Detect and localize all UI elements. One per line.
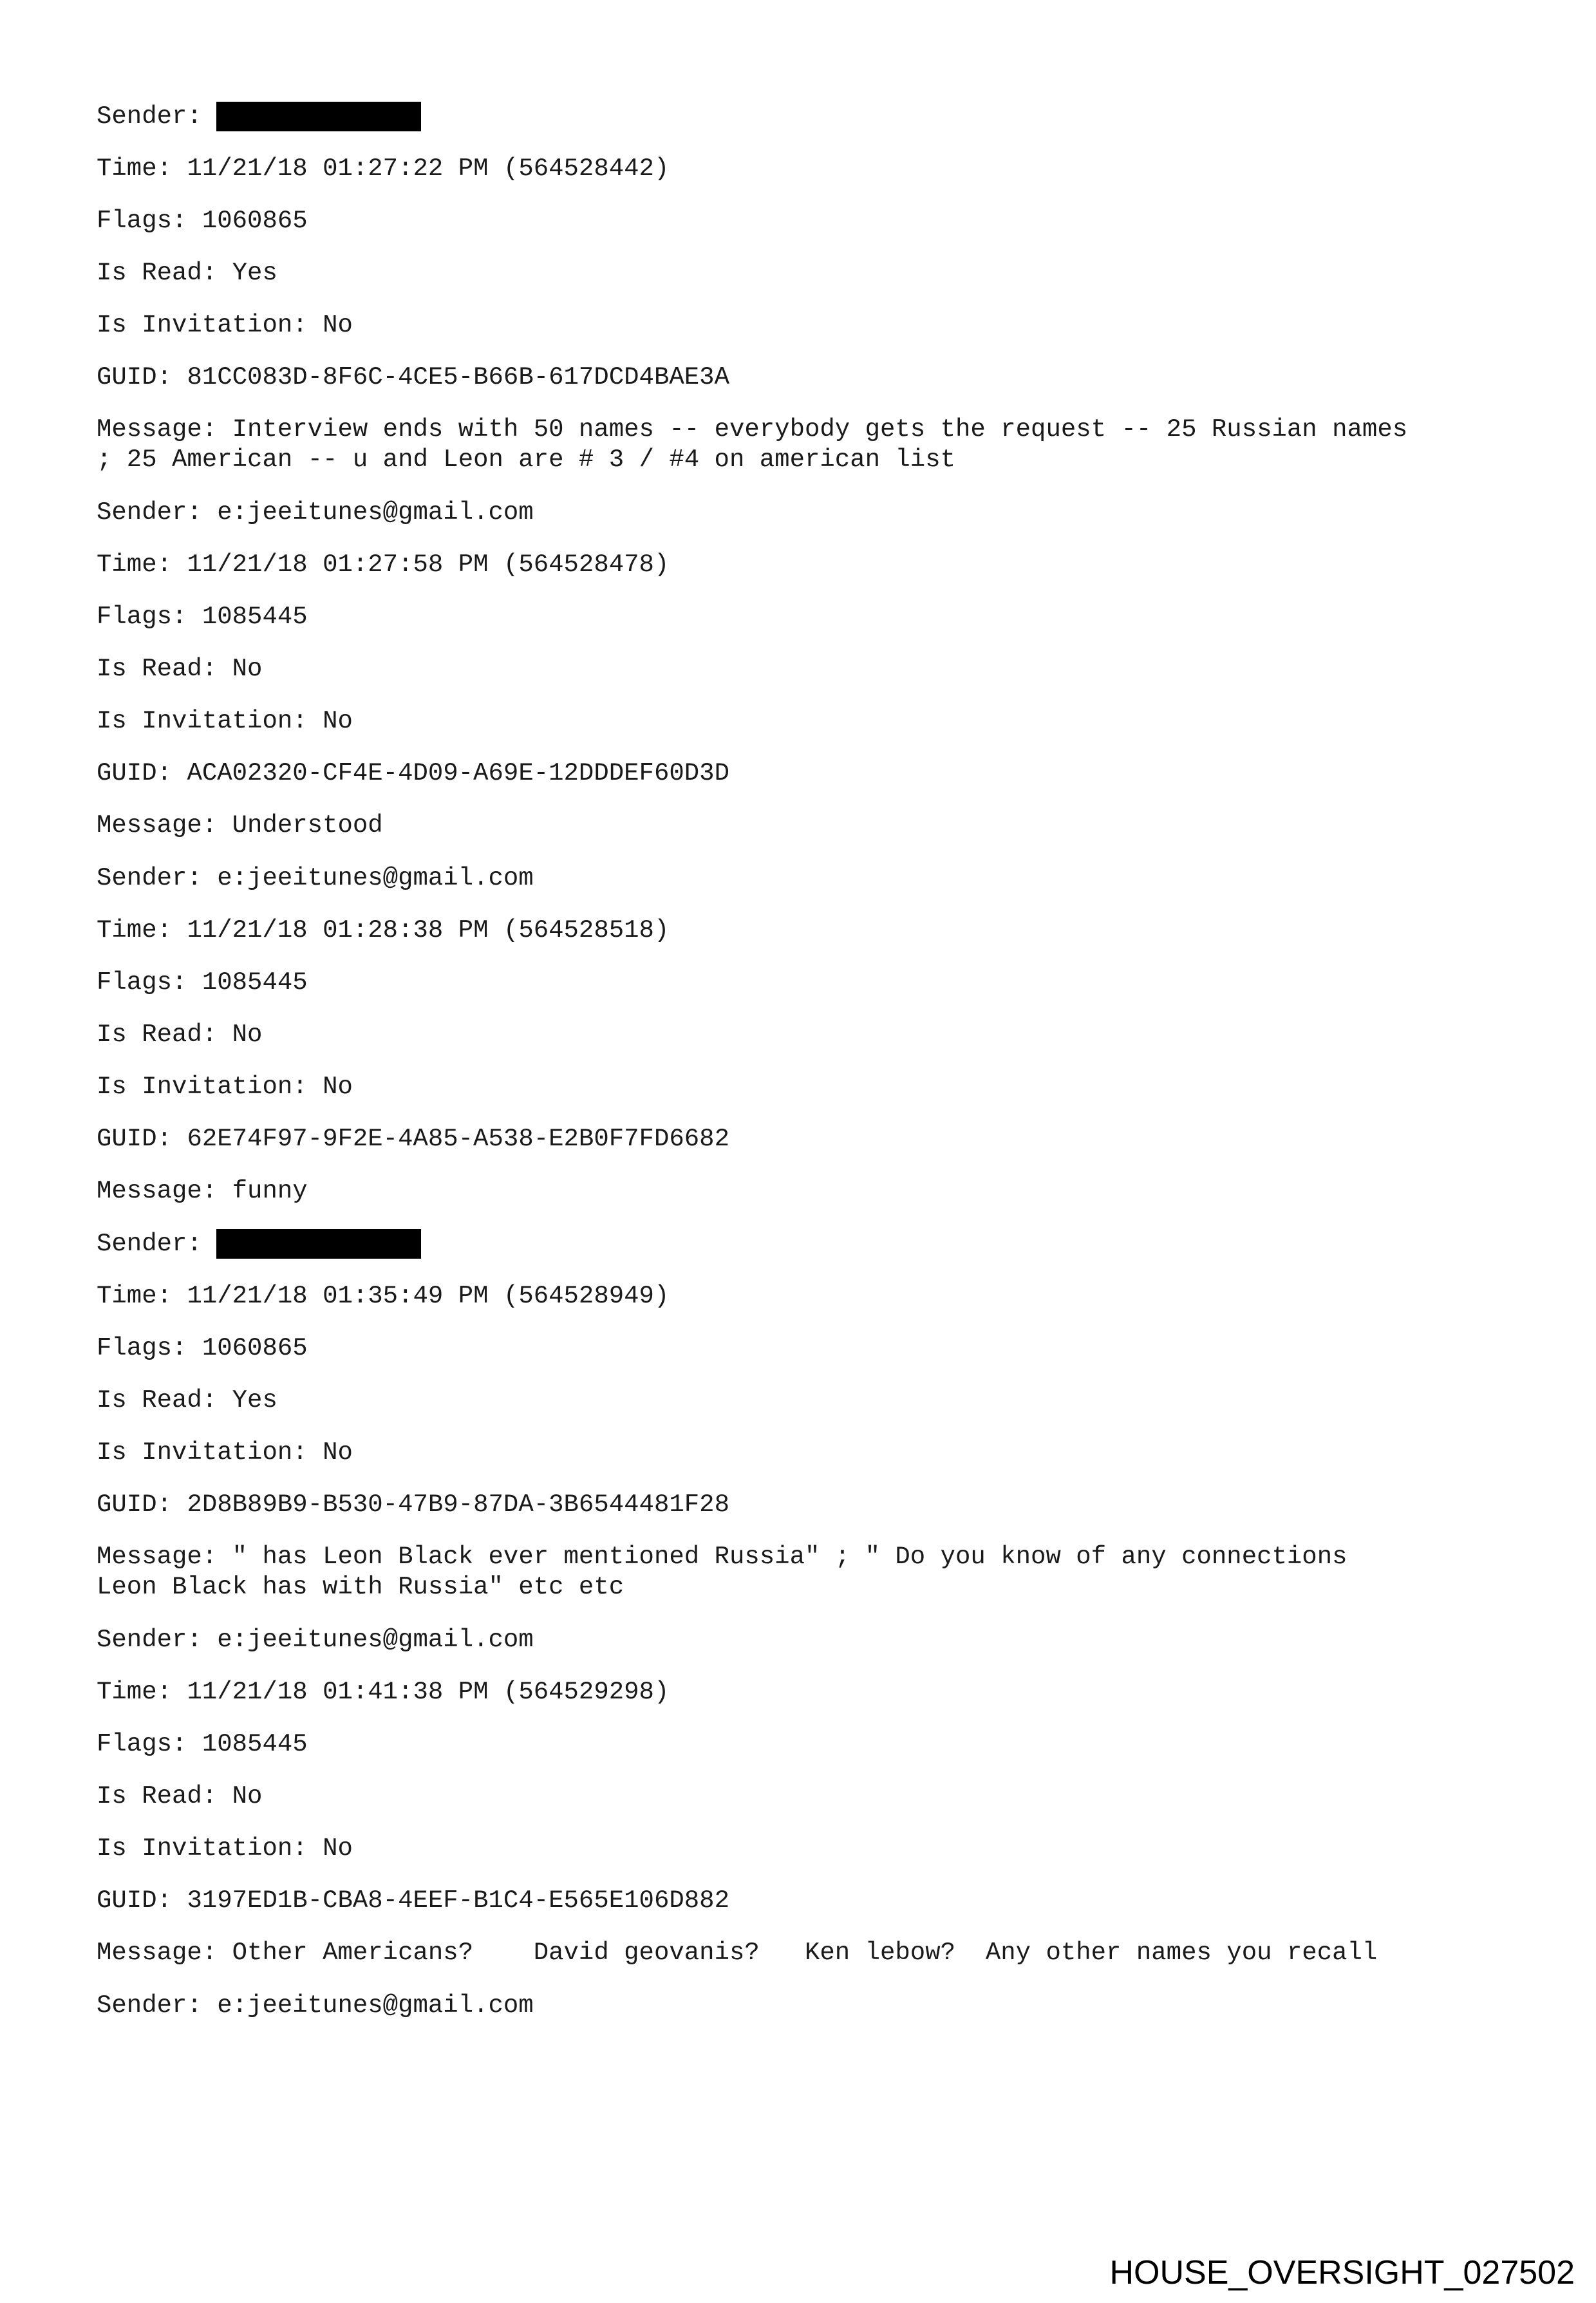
sender-value: e:jeeitunes@gmail.com [217,1991,534,2020]
guid-label: GUID: [97,1125,173,1153]
guid-line [97,758,1513,788]
time-value: 11/21/18 01:27:22 PM (564528442) [187,155,670,183]
flags-label: Flags: [97,603,187,631]
time-line [97,916,1513,945]
time-value: 11/21/18 01:27:58 PM (564528478) [187,550,670,579]
sender-line [97,863,1513,893]
guid-value: 81CC083D-8F6C-4CE5-B66B-617DCD4BAE3A [187,363,729,391]
is-invitation-value: No [323,1073,353,1101]
time-label: Time: [97,550,173,579]
sender-label: Sender: [97,864,202,892]
message-label: Message: [97,811,218,840]
sender-value: e:jeeitunes@gmail.com [217,498,534,527]
guid-label: GUID: [97,759,173,787]
message-text: Interview ends with 50 names -- everybody gets the request -- 25 Russian names ; 25 American -- u and Leon are # 3 / #4 on american list [97,415,1408,474]
is-read-value: Yes [232,259,277,287]
sender-value: e:jeeitunes@gmail.com [217,1626,534,1654]
message-text: Other Americans? David geovanis? Ken lebow? Any other names you recall [232,1939,1378,1967]
is-read-line [97,1386,1513,1415]
message-record [97,1625,1513,1968]
is-invitation-line [97,1438,1513,1467]
flags-value: 1060865 [202,1334,308,1362]
time-line [97,1677,1513,1707]
message-label: Message: [97,1177,218,1205]
flags-label: Flags: [97,1730,187,1758]
is-read-value: No [232,1782,263,1810]
is-invitation-line [97,310,1513,340]
sender-label: Sender: [97,498,202,527]
flags-line [97,1333,1513,1363]
flags-value: 1060865 [202,207,308,235]
message-text: " has Leon Black ever mentioned Russia" ; " Do you know of any connections Leon Black has with Russia" etc etc [97,1543,1347,1601]
is-invitation-line [97,1834,1513,1863]
flags-line [97,206,1513,236]
is-read-value: No [232,655,263,683]
time-value: 11/21/18 01:28:38 PM (564528518) [187,916,670,945]
is-read-value: No [232,1020,263,1049]
message-record [97,1991,1513,2020]
flags-line [97,968,1513,997]
message-line [97,811,1513,841]
guid-value: ACA02320-CF4E-4D09-A69E-12DDDEF60D3D [187,759,729,787]
is-read-line [97,1781,1513,1811]
is-read-line [97,1020,1513,1049]
is-invitation-label: Is Invitation: [97,1073,308,1101]
sender-line [97,1229,1513,1259]
time-label: Time: [97,155,173,183]
guid-line [97,1886,1513,1915]
is-read-label: Is Read: [97,1020,218,1049]
time-value: 11/21/18 01:35:49 PM (564528949) [187,1282,670,1310]
time-label: Time: [97,916,173,945]
time-label: Time: [97,1678,173,1706]
guid-label: GUID: [97,1490,173,1519]
is-invitation-label: Is Invitation: [97,311,308,339]
redaction-box [216,1229,421,1259]
message-record [97,102,1513,475]
message-line [97,1176,1513,1207]
message-record [97,498,1513,841]
sender-label: Sender: [97,102,202,131]
guid-value: 3197ED1B-CBA8-4EEF-B1C4-E565E106D882 [187,1886,729,1915]
guid-value: 2D8B89B9-B530-47B9-87DA-3B6544481F28 [187,1490,729,1519]
time-value: 11/21/18 01:41:38 PM (564529298) [187,1678,670,1706]
is-read-label: Is Read: [97,655,218,683]
message-record [97,1229,1513,1603]
is-invitation-line [97,706,1513,736]
is-invitation-label: Is Invitation: [97,1834,308,1863]
is-invitation-label: Is Invitation: [97,707,308,735]
message-label: Message: [97,415,218,444]
guid-line [97,1124,1513,1154]
is-read-line [97,258,1513,288]
time-line [97,550,1513,579]
is-invitation-value: No [323,707,353,735]
message-label: Message: [97,1543,218,1571]
guid-line [97,1490,1513,1519]
flags-label: Flags: [97,1334,187,1362]
sender-label: Sender: [97,1991,202,2020]
message-label: Message: [97,1939,218,1967]
time-label: Time: [97,1282,173,1310]
message-record [97,863,1513,1207]
flags-label: Flags: [97,968,187,997]
flags-label: Flags: [97,207,187,235]
sender-label: Sender: [97,1230,202,1258]
message-log [97,102,1513,2043]
guid-label: GUID: [97,1886,173,1915]
message-line [97,1542,1513,1603]
is-read-label: Is Read: [97,259,218,287]
flags-line [97,602,1513,632]
is-invitation-label: Is Invitation: [97,1438,308,1467]
is-invitation-line [97,1072,1513,1102]
guid-value: 62E74F97-9F2E-4A85-A538-E2B0F7FD6682 [187,1125,729,1153]
sender-line [97,1991,1513,2020]
flags-line [97,1729,1513,1759]
guid-label: GUID: [97,363,173,391]
redaction-box [216,102,421,131]
flags-value: 1085445 [202,1730,308,1758]
is-invitation-value: No [323,311,353,339]
is-invitation-value: No [323,1834,353,1863]
time-line [97,1281,1513,1311]
sender-value: e:jeeitunes@gmail.com [217,864,534,892]
message-text: funny [232,1177,308,1205]
message-text: Understood [232,811,383,840]
sender-label: Sender: [97,1626,202,1654]
is-read-value: Yes [232,1386,277,1415]
is-read-label: Is Read: [97,1782,218,1810]
bates-number: HOUSE_OVERSIGHT_027502 [1109,2254,1575,2291]
is-invitation-value: No [323,1438,353,1467]
flags-value: 1085445 [202,603,308,631]
time-line [97,154,1513,183]
flags-value: 1085445 [202,968,308,997]
sender-line [97,498,1513,527]
message-line [97,415,1513,475]
guid-line [97,362,1513,392]
is-read-label: Is Read: [97,1386,218,1415]
message-line [97,1938,1513,1968]
is-read-line [97,654,1513,684]
sender-line [97,102,1513,131]
sender-line [97,1625,1513,1655]
